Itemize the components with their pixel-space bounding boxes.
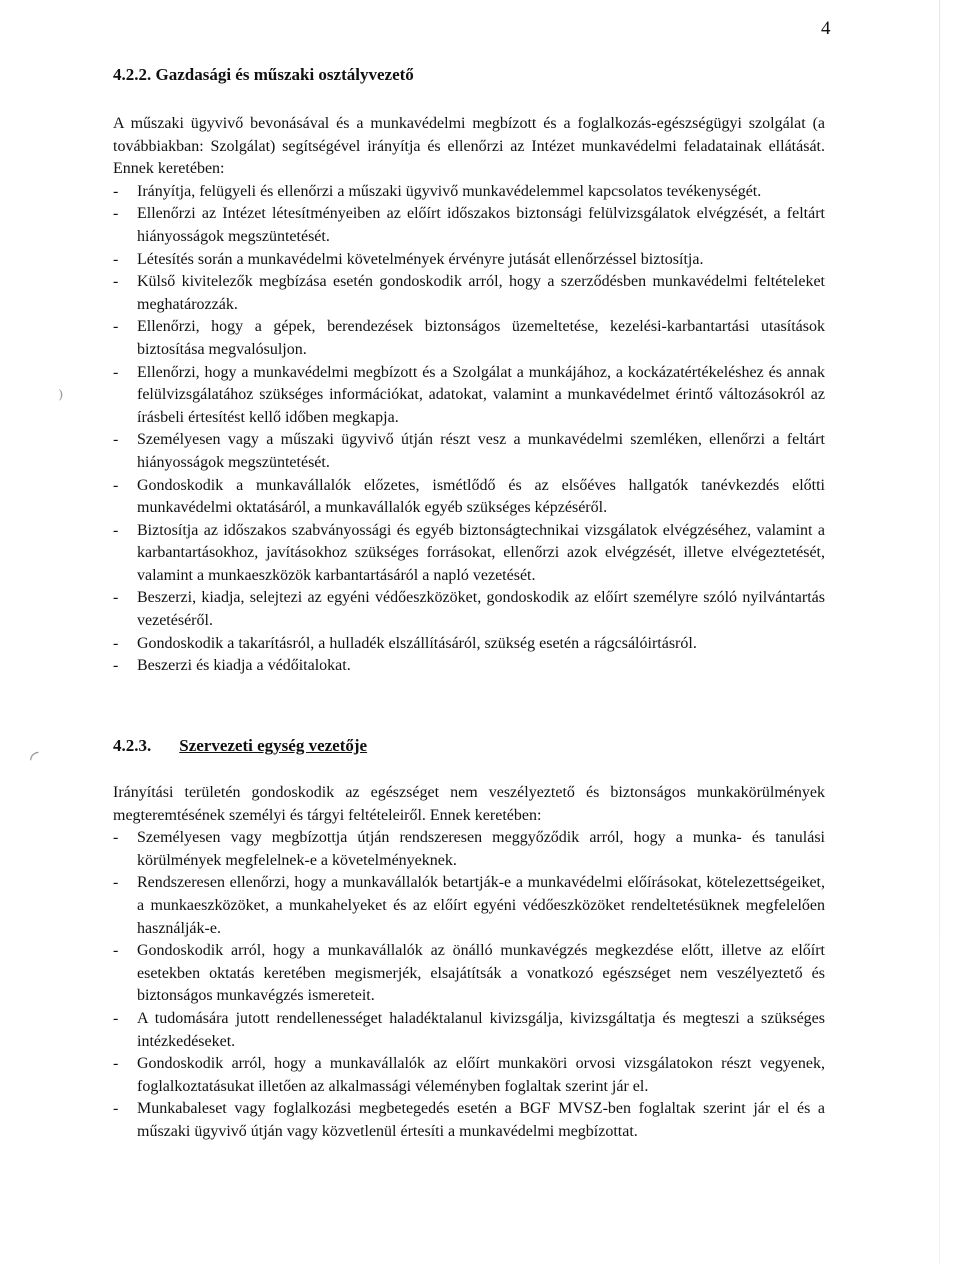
list-marker: - bbox=[113, 829, 119, 847]
section-heading-4-2-3 bbox=[113, 736, 367, 756]
duty-list bbox=[113, 181, 825, 678]
list-item bbox=[113, 520, 825, 588]
list-marker: - bbox=[113, 363, 119, 381]
list-item-text: Gondoskodik arról, hogy a munkavállalók az önálló munkavégzés megkezdése előtt, illetve az előírt esetekben oktatás keretében megismerjék, elsajátítsák a vonatkozó egészséget nem veszélyeztető és biztonságos munkavégzés ismereteit. bbox=[137, 942, 825, 1005]
list-item bbox=[113, 1053, 825, 1098]
list-marker: - bbox=[113, 634, 119, 652]
list-item-text: Ellenőrzi az Intézet létesítményeiben az előírt időszakos biztonsági felülvizsgálatok elvégzését, a feltárt hiányosságok megszüntetését. bbox=[137, 205, 825, 245]
list-item bbox=[113, 316, 825, 361]
list-item bbox=[113, 655, 825, 678]
list-item-text: Személyesen vagy a műszaki ügyvivő útján részt vesz a munkavédelmi szemléken, ellenőrzi a feltárt hiányosságok megszüntetését. bbox=[137, 431, 825, 471]
list-item bbox=[113, 827, 825, 872]
section-title: Gazdasági és műszaki osztályvezető bbox=[155, 65, 414, 84]
list-marker: - bbox=[113, 874, 119, 892]
scan-artifact-mark: ⁾ bbox=[58, 386, 64, 411]
list-item bbox=[113, 181, 825, 204]
list-item bbox=[113, 362, 825, 430]
list-item bbox=[113, 429, 825, 474]
list-item bbox=[113, 1008, 825, 1053]
scan-artifact-mark: ◜ bbox=[30, 746, 39, 771]
list-item-text: Munkabaleset vagy foglalkozási megbetegedés esetén a BGF MVSZ-ben foglaltak szerint jár el és a műszaki ügyvivő útján vagy közvetlenül értesíti a munkavédelmi megbízottat. bbox=[137, 1100, 825, 1140]
list-marker: - bbox=[113, 589, 119, 607]
list-item bbox=[113, 633, 825, 656]
list-item bbox=[113, 587, 825, 632]
page-number: 4 bbox=[821, 18, 831, 39]
list-item-text: Gondoskodik arról, hogy a munkavállalók az előírt munkaköri orvosi vizsgálatokon részt vegyenek, foglalkoztatásukat illetően az alkalmassági véleményben foglaltak szerint jár el. bbox=[137, 1055, 825, 1095]
list-marker: - bbox=[113, 205, 119, 223]
list-marker: - bbox=[113, 1100, 119, 1118]
list-marker: - bbox=[113, 657, 119, 675]
list-item-text: Beszerzi, kiadja, selejtezi az egyéni védőeszközöket, gondoskodik az előírt személyre szóló nyilvántartás vezetéséről. bbox=[137, 589, 825, 630]
list-marker: - bbox=[113, 1055, 119, 1073]
list-marker: - bbox=[113, 1009, 119, 1027]
section-body-4-2-3 bbox=[113, 782, 825, 1144]
list-item bbox=[113, 271, 825, 316]
list-item-text: A tudomására jutott rendellenességet haladéktalanul kivizsgálja, kivizsgáltatja és megteszi a szükséges intézkedéseket. bbox=[137, 1009, 825, 1050]
list-marker: - bbox=[113, 318, 119, 336]
list-marker: - bbox=[113, 431, 119, 449]
list-item-text: Ellenőrzi, hogy a munkavédelmi megbízott és a Szolgálat a munkájához, a kockázatértékeléshez és annak felülvizsgálatához szükséges információkat, adatokat, valamint a munkavédelmet érintő változásokról az írásbeli értesítést kellő időben megkapja. bbox=[137, 363, 825, 426]
list-item-text: Ellenőrzi, hogy a gépek, berendezések biztonságos üzemeltetése, kezelési-karbantartási utasítások biztosítása megvalósuljon. bbox=[137, 318, 825, 358]
list-item-text: Beszerzi és kiadja a védőitalokat. bbox=[137, 657, 351, 675]
list-item bbox=[113, 203, 825, 248]
section-title: Szervezeti egység vezetője bbox=[179, 736, 368, 755]
list-item-text: Biztosítja az időszakos szabványossági és egyéb biztonságtechnikai vizsgálatok elvégzéséhez, valamint a karbantartásokhoz, javításokhoz szükséges forrásokat, ellenőrzi azok elvégzését, illetve elvégeztetését, valamint a munkaeszközök karbantartásáról a napló vezetését. bbox=[137, 521, 825, 584]
list-item-text: Külső kivitelezők megbízása esetén gondoskodik arról, hogy a szerződésben munkavédelmi feltételeket meghatározzák. bbox=[137, 273, 825, 313]
list-item bbox=[113, 475, 825, 520]
scan-edge-line bbox=[939, 0, 940, 1264]
list-marker: - bbox=[113, 942, 119, 960]
section-number: 4.2.2. bbox=[113, 65, 152, 84]
section-number: 4.2.3. bbox=[113, 736, 152, 755]
list-item bbox=[113, 1098, 825, 1143]
list-item-text: Irányítja, felügyeli és ellenőrzi a műszaki ügyvivő munkavédelemmel kapcsolatos tevékenységét. bbox=[137, 182, 762, 200]
list-item bbox=[113, 249, 825, 272]
list-marker: - bbox=[113, 273, 119, 291]
list-item-text: Rendszeresen ellenőrzi, hogy a munkavállalók betartják-e a munkavédelmi előírásokat, kötelezettségeiket, a munkaeszközöket, a munkahelyeket és az előírt egyéni védőeszközöket rendeltetésüknek megfelelően használják-e. bbox=[137, 874, 825, 937]
list-item-text: Gondoskodik a munkavállalók előzetes, ismétlődő és az elsőéves hallgatók tanévkezdés előtti munkavédelmi oktatásáról, a munkavállalók egyéb szükséges képzéséről. bbox=[137, 476, 825, 517]
list-item bbox=[113, 940, 825, 1008]
list-marker: - bbox=[113, 182, 119, 200]
list-item-text: Személyesen vagy megbízottja útján rendszeresen meggyőződik arról, hogy a munka- és tanulási körülmények megfelelnek-e a követelményeknek. bbox=[137, 829, 825, 869]
duty-list bbox=[113, 827, 825, 1143]
list-marker: - bbox=[113, 521, 119, 539]
section-body-4-2-2 bbox=[113, 113, 825, 678]
list-item bbox=[113, 872, 825, 940]
section-intro: A műszaki ügyvivő bevonásával és a munkavédelmi megbízott és a foglalkozás-egészségügyi szolgálat (a továbbiakban: Szolgálat) segítségével irányítja és ellenőrzi az Intézet munkavédelmi feladatainak ellátását. Ennek keretében: bbox=[113, 115, 825, 178]
section-heading-4-2-2 bbox=[113, 65, 414, 85]
section-intro: Irányítási területén gondoskodik az egészséget nem veszélyeztető és biztonságos munkakörülmények megteremtésének személyi és tárgyi feltételeiről. Ennek keretében: bbox=[113, 784, 825, 824]
list-item-text: Gondoskodik a takarításról, a hulladék elszállításáról, szükség esetén a rágcsálóirtásról. bbox=[137, 634, 697, 652]
list-item-text: Létesítés során a munkavédelmi követelmények érvényre jutását ellenőrzéssel biztosítja. bbox=[137, 250, 704, 268]
list-marker: - bbox=[113, 250, 119, 268]
list-marker: - bbox=[113, 476, 119, 494]
